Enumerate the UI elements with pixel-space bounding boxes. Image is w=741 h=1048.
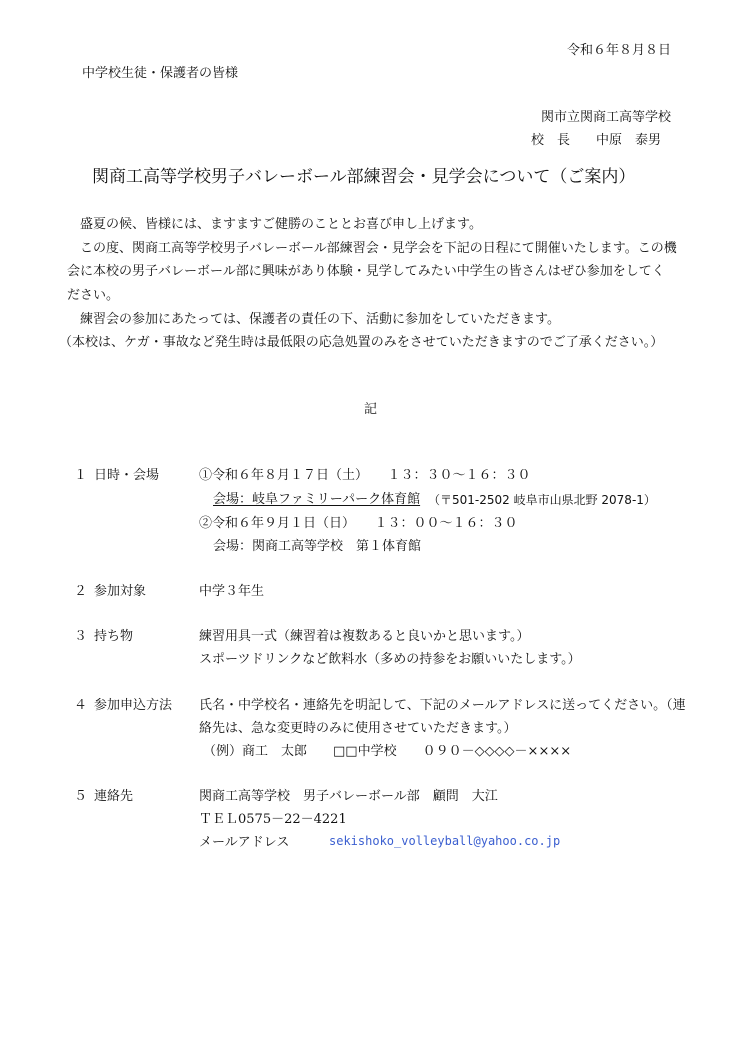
sender-school: 関市立関商工高等学校	[540, 110, 671, 125]
contact-mail-label: メールアドレス	[199, 835, 290, 850]
ki-heading: 記	[364, 402, 378, 417]
belongings-line-1: 練習用具一式（練習着は複数あると良いかと思います。）	[199, 629, 530, 644]
date-2: ②令和６年９月１日（日） １３：００～１６：３０	[199, 516, 518, 531]
venue-2: 会場：関商工高等学校 第１体育館	[213, 539, 422, 554]
date-1: ①令和６年８月１７日（土） １３：３０～１６：３０	[199, 468, 531, 483]
item-1-number: １	[74, 468, 88, 483]
greeting: 盛夏の候、皆様には、ますますご健勝のこととお喜び申し上げます。	[80, 217, 482, 232]
item-3-number: ３	[74, 629, 88, 644]
document-date: 令和６年８月８日	[566, 43, 671, 58]
item-1-label: 日時・会場	[94, 468, 160, 483]
intro-line-2: 会に本校の男子バレーボール部に興味があり体験・見学してみたい中学生の皆さんはぜひ参加をしてく	[67, 264, 665, 279]
contact-name: 関商工高等学校 男子バレーボール部 顧問 大江	[199, 789, 498, 804]
page-title: 関商工高等学校男子バレーボール部練習会・見学会について（ご案内）	[92, 167, 636, 187]
sender-principal: 校 長 中原 泰男	[531, 133, 662, 148]
venue-1: 会場：岐阜ファミリーパーク体育館	[213, 492, 421, 507]
item-3-label: 持ち物	[94, 629, 134, 644]
contact-email[interactable]: sekishoko_volleyball@yahoo.co.jp	[329, 834, 561, 848]
venue-1-address: （〒501-2502 岐阜市山県北野 2078-1）	[428, 493, 656, 507]
application-line-1: 氏名・中学校名・連絡先を明記して、下記のメールアドレスに送ってください。（連	[199, 698, 686, 713]
target-audience: 中学３年生	[199, 584, 265, 599]
item-4-label: 参加申込方法	[94, 698, 173, 713]
item-5-label: 連絡先	[94, 789, 134, 804]
item-2-label: 参加対象	[94, 584, 147, 599]
intro-line-1: この度、関商工高等学校男子バレーボール部練習会・見学会を下記の日程にて開催いたします。この機	[80, 241, 677, 256]
item-5-number: ５	[74, 789, 88, 804]
recipient: 中学校生徒・保護者の皆様	[82, 66, 239, 81]
liability-note: （本校は、ケガ・事故など発生時は最低限の応急処置のみをさせていただきますのでご了承ください。）	[59, 335, 664, 350]
intro-line-3: ださい。	[67, 288, 120, 303]
item-4-number: ４	[74, 698, 88, 713]
application-line-2: 絡先は、急な変更時のみに使用させていただきます。）	[199, 721, 517, 736]
item-2-number: ２	[74, 584, 88, 599]
belongings-line-2: スポーツドリンクなど飲料水（多めの持参をお願いいたします。）	[199, 652, 581, 667]
responsibility-note: 練習会の参加にあたっては、保護者の責任の下、活動に参加をしていただきます。	[80, 312, 560, 327]
application-example: （例）商工 太郎 □□中学校 ０９０－◇◇◇◇－××××	[203, 744, 572, 759]
contact-tel: ＴＥＬ0575－22－4221	[199, 812, 347, 827]
